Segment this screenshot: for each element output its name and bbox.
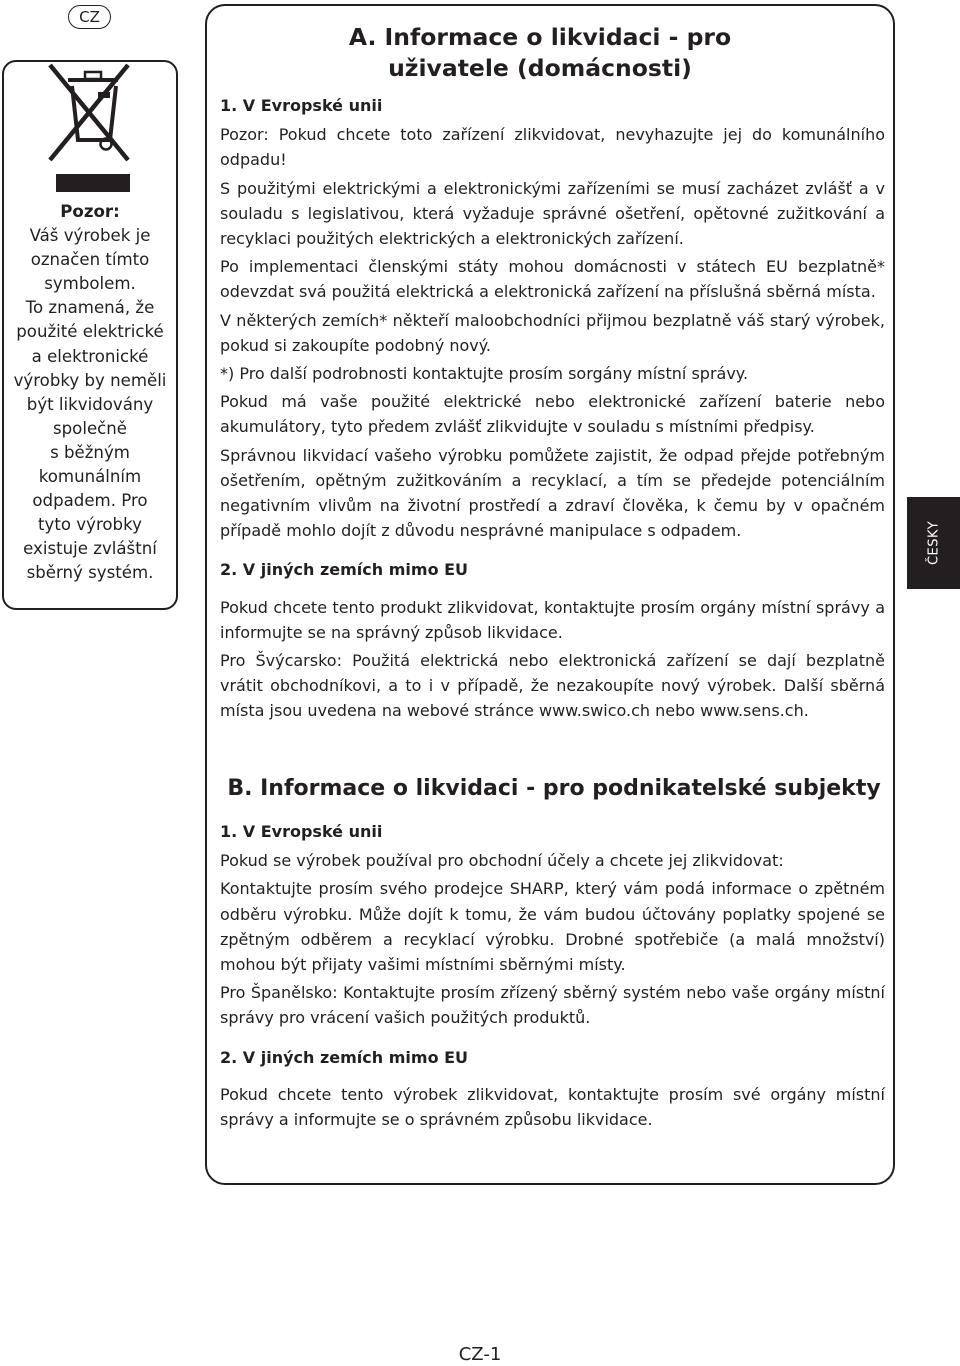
section-a-subheading-eu: 1. V Evropské unii xyxy=(220,96,383,115)
side-note-line: symbolem. xyxy=(44,274,136,294)
crossed-out-bin-icon xyxy=(40,62,140,194)
side-note-text xyxy=(4,200,176,586)
paragraph: Správnou likvidací vašeho výrobku pomůžete zajistit, že odpad přejde potřebným ošetřením, opětným zužitkováním a recyklací, a tím se předejde potenciálním negativním vlivům na životní prostředí a zdraví člověka, k čemu by v opačném případě mohlo dojít z důvodu nesprávné manipulace s odpadem. xyxy=(220,445,885,541)
paragraph: Pro Španělsko: Kontaktujte prosím zřízený sběrný systém nebo vaše orgány místní správy pro vrácení vašich použitých produktů. xyxy=(220,983,885,1028)
paragraph: Kontaktujte prosím svého prodejce SHARP, který vám podá informace o zpětném odběru výrobku. Může dojít k tomu, že vám budou účtovány poplatky spojené se zpětným odběrem a recyklací výrobku. Drobné spotřebiče (a malá množství) mohou být přijaty vašimi místními sběrnými místy. xyxy=(220,879,885,975)
section-b-heading: B. Informace o likvidaci - pro podnikatelské subjekty xyxy=(227,776,881,801)
side-note-line: sběrný systém. xyxy=(26,563,154,583)
section-b-content xyxy=(220,817,885,1135)
language-side-tab xyxy=(907,497,960,589)
language-badge: CZ xyxy=(68,5,111,29)
side-note-line: společně xyxy=(53,418,127,438)
paragraph: Pokud chcete tento produkt zlikvidovat, kontaktujte prosím orgány místní správy a informujte se na správný způsob likvidace. xyxy=(220,597,885,642)
paragraph: Pro Švýcarsko: Použitá elektrická nebo elektronická zařízení se dají bezplatně vrátit obchodníkovi, a to i v případě, že nezakoupíte nový výrobek. Další sběrná místa jsou uvedena na webové stránce www.swico.ch nebo www.sens.ch. xyxy=(220,651,885,721)
paragraph: Po implementaci členskými státy mohou domácnosti v státech EU bezplatně* odevzdat svá použitá elektrická a elektronická zařízení na příslušná sběrná místa. xyxy=(220,257,885,302)
paragraph: Pokud má vaše použité elektrické nebo elektronické zařízení baterie nebo akumulátory, tyto předem zvlášť zlikvidujte v souladu s místními předpisy. xyxy=(220,392,885,437)
side-note-line: použité elektrické xyxy=(16,322,164,342)
side-note-line: označen tímto xyxy=(30,250,150,270)
side-note-line: s běžným xyxy=(50,442,130,462)
paragraph: S použitými elektrickými a elektronickými zařízeními se musí zacházet zvlášť a v souladu s legislativou, která vyžaduje správné ošetření, opětovné zužitkování a recyklaci použitých elektrických a elektronických zařízení. xyxy=(220,178,885,249)
side-note-line: být likvidovány xyxy=(26,394,154,414)
section-a-content xyxy=(220,91,885,727)
side-note-title: Pozor: xyxy=(60,202,120,221)
page-number: CZ-1 xyxy=(458,1344,502,1365)
side-note-line: výrobky by neměli xyxy=(13,370,167,390)
side-note-box xyxy=(2,60,178,610)
paragraph: Pozor: Pokud chcete toto zařízení zlikvidovat, nevyhazujte jej do komunálního odpadu! xyxy=(220,125,885,170)
side-note-line: komunálním xyxy=(38,467,142,487)
paragraph: *) Pro další podrobnosti kontaktujte prosím sorgány místní správy. xyxy=(220,364,749,384)
side-note-line: Váš výrobek je xyxy=(29,226,151,246)
paragraph: V některých zemích* někteří maloobchodníci přijmou bezplatně váš starý výrobek, pokud si zakoupíte podobný nový. xyxy=(220,310,885,355)
language-side-tab-label: ČESKY xyxy=(926,520,941,566)
side-note-line: To znamená, že xyxy=(25,298,155,318)
side-note-line: a elektronické xyxy=(31,346,149,366)
paragraph: Pokud se výrobek používal pro obchodní účely a chcete jej zlikvidovat: xyxy=(220,851,784,871)
side-note-line: tyto výrobky xyxy=(38,515,142,535)
section-b-subheading-eu: 1. V Evropské unii xyxy=(220,822,383,841)
side-note-line: odpadem. Pro xyxy=(32,491,148,511)
side-note-line: existuje zvláštní xyxy=(23,539,157,559)
section-a-heading: A. Informace o likvidaci - pro uživatele (domácnosti) xyxy=(348,23,732,82)
section-a-subheading-non-eu: 2. V jiných zemích mimo EU xyxy=(220,560,469,580)
paragraph: Pokud chcete tento výrobek zlikvidovat, kontaktujte prosím své orgány místní správy a informujte se o správném způsobu likvidace. xyxy=(220,1084,885,1130)
section-b-subheading-non-eu: 2. V jiných zemích mimo EU xyxy=(220,1047,469,1067)
